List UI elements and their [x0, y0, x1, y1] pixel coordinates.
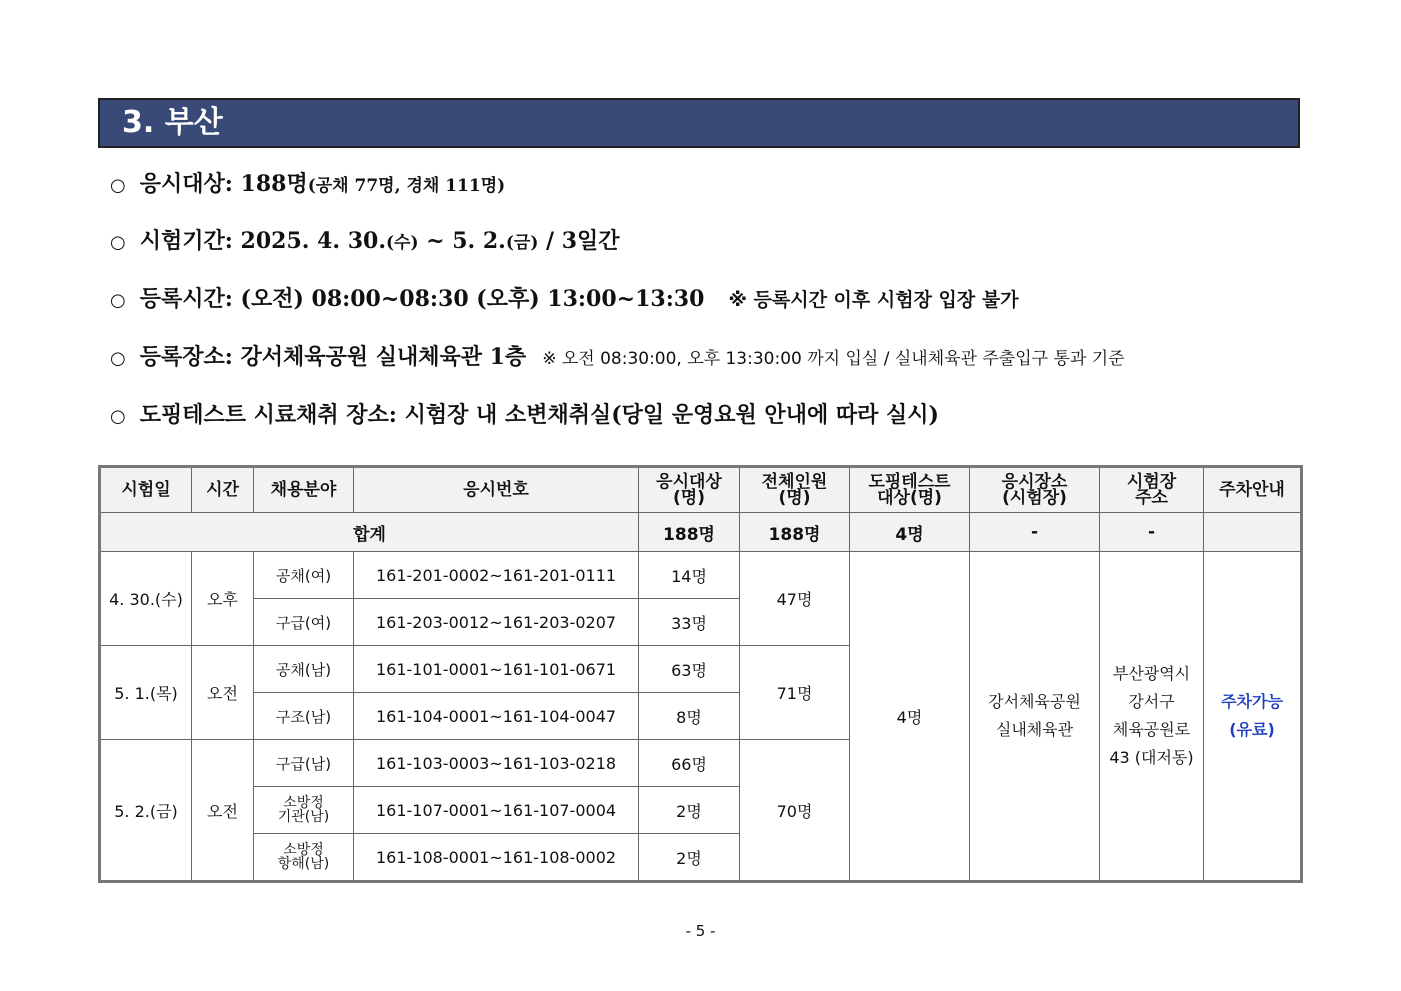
row-field: 공채(남)	[254, 646, 354, 693]
group-total: 47명	[740, 552, 850, 646]
summary-venue: -	[970, 513, 1100, 552]
reg-time-note: ※ 등록시간 이후 시험장 입장 불가	[728, 289, 1019, 311]
bullet-circle-icon: ○	[110, 290, 126, 311]
summary-row	[100, 513, 1302, 552]
group-time: 오후	[192, 552, 254, 646]
bullet-circle-icon: ○	[110, 232, 126, 253]
row-field: 구급(여)	[254, 599, 354, 646]
parking-info: 주차가능 (유료)	[1204, 552, 1302, 882]
row-field: 소방정 항해(남)	[254, 834, 354, 882]
group-date: 4. 30.(수)	[100, 552, 192, 646]
row-targets: 66명	[639, 740, 740, 787]
header-targets: 응시대상 (명)	[639, 467, 740, 513]
section-title: 3. 부산	[122, 105, 223, 140]
header-parking: 주차안내	[1204, 467, 1302, 513]
row-number: 161-104-0001~161-104-0047	[354, 693, 639, 740]
row-number: 161-203-0012~161-203-0207	[354, 599, 639, 646]
table-header-row	[100, 467, 1302, 513]
row-number: 161-101-0001~161-101-0671	[354, 646, 639, 693]
group-time: 오전	[192, 740, 254, 882]
header-total: 전체인원 (명)	[740, 467, 850, 513]
bullet-circle-icon: ○	[110, 406, 126, 427]
row-field: 소방정 기관(남)	[254, 787, 354, 834]
bullet-doping: ○ 도핑테스트 시료채취 장소: 시험장 내 소변채취실(당일 운영요원 안내에 따라 실시)	[110, 402, 939, 428]
doping-count: 4명	[850, 552, 970, 882]
header-field: 채용분야	[254, 467, 354, 513]
bullet-targets: ○ 응시대상: 188명(공채 77명, 경채 111명)	[110, 171, 506, 197]
summary-targets: 188명	[639, 513, 740, 552]
bullet-period: ○ 시험기간: 2025. 4. 30.(수) ~ 5. 2.(금) / 3일간	[110, 228, 620, 254]
bullet-circle-icon: ○	[110, 175, 126, 196]
summary-total: 188명	[740, 513, 850, 552]
row-number: 161-108-0001~161-108-0002	[354, 834, 639, 882]
group-date: 5. 2.(금)	[100, 740, 192, 882]
header-venue: 응시장소 (시험장)	[970, 467, 1100, 513]
bullet-circle-icon: ○	[110, 348, 126, 369]
group-total: 71명	[740, 646, 850, 740]
row-targets: 33명	[639, 599, 740, 646]
table-row	[100, 552, 1302, 599]
header-doping: 도핑테스트 대상(명)	[850, 467, 970, 513]
row-targets: 14명	[639, 552, 740, 599]
row-targets: 63명	[639, 646, 740, 693]
row-number: 161-107-0001~161-107-0004	[354, 787, 639, 834]
row-field: 구급(남)	[254, 740, 354, 787]
row-number: 161-201-0002~161-201-0111	[354, 552, 639, 599]
header-number: 응시번호	[354, 467, 639, 513]
row-number: 161-103-0003~161-103-0218	[354, 740, 639, 787]
row-field: 구조(남)	[254, 693, 354, 740]
bullet-reg-time: ○ 등록시간: (오전) 08:00~08:30 (오후) 13:00~13:30 ※ 등록시간 이후 시험장 입장 불가	[110, 286, 1019, 312]
row-targets: 2명	[639, 834, 740, 882]
header-date: 시험일	[100, 467, 192, 513]
header-time: 시간	[192, 467, 254, 513]
venue-address: 부산광역시 강서구 체육공원로 43 (대저동)	[1100, 552, 1204, 882]
summary-address: -	[1100, 513, 1204, 552]
exam-schedule-table	[98, 465, 1303, 883]
group-date: 5. 1.(목)	[100, 646, 192, 740]
bullet-reg-place: ○ 등록장소: 강서체육공원 실내체육관 1층 ※ 오전 08:30:00, 오후 13:30:00 까지 입실 / 실내체육관 주출입구 통과 기준	[110, 344, 1125, 370]
row-targets: 2명	[639, 787, 740, 834]
summary-parking	[1204, 513, 1302, 552]
section-header	[98, 98, 1300, 148]
summary-label: 합계	[100, 513, 639, 552]
summary-doping: 4명	[850, 513, 970, 552]
group-total: 70명	[740, 740, 850, 882]
group-time: 오전	[192, 646, 254, 740]
header-address: 시험장 주소	[1100, 467, 1204, 513]
venue: 강서체육공원 실내체육관	[970, 552, 1100, 882]
row-targets: 8명	[639, 693, 740, 740]
row-field: 공채(여)	[254, 552, 354, 599]
page-number: - 5 -	[685, 922, 716, 940]
reg-place-note: ※ 오전 08:30:00, 오후 13:30:00 까지 입실 / 실내체육관 주출입구 통과 기준	[542, 349, 1125, 369]
